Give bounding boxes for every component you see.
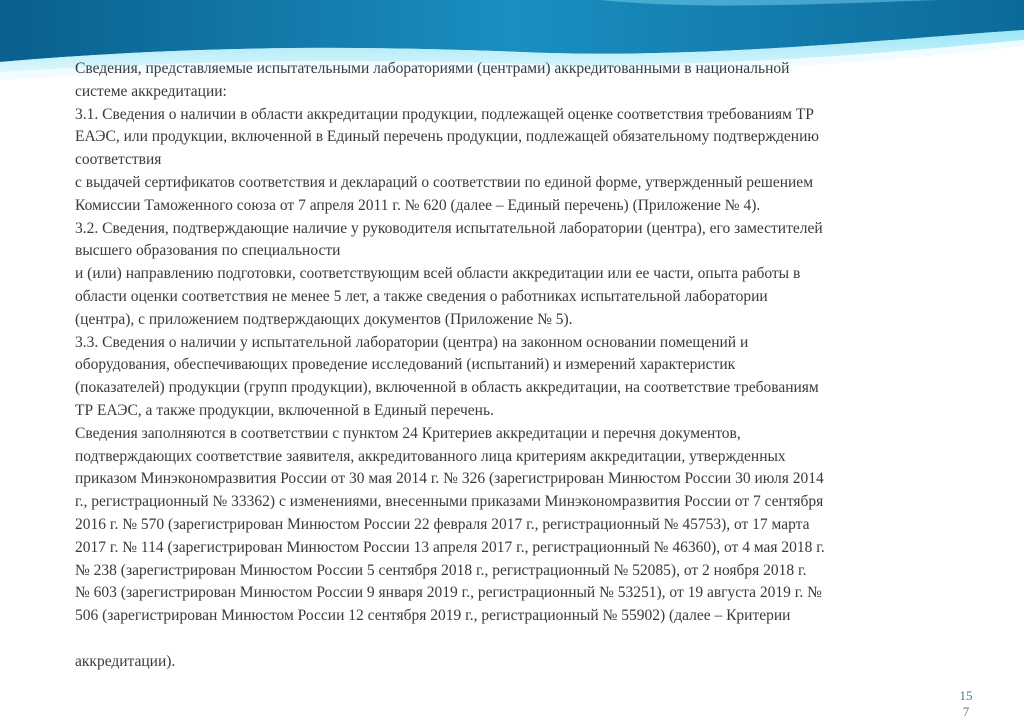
text-line: Сведения, представляемые испытательными лабораториями (центрами) аккредитованными в национальной — [75, 60, 790, 77]
blank-line — [75, 628, 1024, 651]
text-line: высшего образования по специальности — [75, 242, 341, 260]
text-line: (центра), с приложением подтверждающих документов (Приложение № 5). — [75, 310, 573, 328]
text-line: ТР ЕАЭС, а также продукции, включенной в Единый перечень. — [75, 401, 494, 419]
text-line: 2016 г. № 570 (зарегистрирован Минюстом России 22 февраля 2017 г., регистрационный № 45753), от 17 марта — [75, 515, 810, 533]
text-line: (показателей) продукции (групп продукции), включенной в область аккредитации, на соответствие требованиям — [75, 379, 819, 397]
text-line: № 603 (зарегистрирован Минюстом России 9 января 2019 г., регистрационный № 53251), от 19 августа 2019 г. № — [75, 584, 822, 602]
text-line: 3.1. Сведения о наличии в области аккредитации продукции, подлежащей оценке соответствия требованиям ТР — [75, 105, 814, 123]
text-line: соответствия — [75, 151, 162, 169]
text-line: приказом Минэкономразвития России от 30 мая 2014 г. № 326 (зарегистрирован Минюстом России 30 июля 2014 — [75, 470, 824, 488]
text-line: и (или) направлению подготовки, соответствующим всей области аккредитации или ее части, опыта работы в — [75, 265, 801, 283]
text-line: оборудования, обеспечивающих проведение исследований (испытаний) и измерений характеристик — [75, 356, 736, 374]
text-line: г., регистрационный № 33362) с изменениями, внесенными приказами Минэкономразвития России от 7 сентября — [75, 493, 824, 511]
text-line: аккредитации). — [75, 652, 176, 670]
text-line: области оценки соответствия не менее 5 лет, а также сведения о работниках испытательной лаборатории — [75, 287, 768, 305]
text-line: Комиссии Таможенного союза от 7 апреля 2011 г. № 620 (далее – Единый перечень) (Приложение № 4). — [75, 196, 761, 214]
text-line: подтверждающих соответствие заявителя, аккредитованного лица критериям аккредитации, утвержденных — [75, 447, 786, 465]
text-line: системе аккредитации: — [75, 82, 227, 100]
text-line: 3.3. Сведения о наличии у испытательной лаборатории (центра) на законном основании помещений и — [75, 333, 749, 351]
slide-body-text — [75, 58, 1024, 674]
text-line: 3.2. Сведения, подтверждающие наличие у руководителя испытательной лаборатории (центра), его заместителей — [75, 219, 823, 237]
text-line: № 238 (зарегистрирован Минюстом России 5 сентября 2018 г., регистрационный № 52085), от 2 ноября 2018 г. — [75, 561, 807, 579]
text-line: 506 (зарегистрирован Минюстом России 12 сентября 2019 г., регистрационный № 55902) (далее – Критерии — [75, 607, 791, 625]
text-line: ЕАЭС, или продукции, включенной в Единый перечень продукции, подлежащей обязательному подтверждению — [75, 128, 819, 146]
text-line: Сведения заполняются в соответствии с пунктом 24 Критериев аккредитации и перечня документов, — [75, 424, 741, 442]
text-line: с выдачей сертификатов соответствия и деклараций о соответствии по единой форме, утвержденный решением — [75, 173, 813, 191]
page-number: 15 7 — [959, 688, 973, 719]
text-line: 2017 г. № 114 (зарегистрирован Минюстом России 13 апреля 2017 г., регистрационный № 46360), от 4 мая 2018 г. — [75, 538, 825, 556]
